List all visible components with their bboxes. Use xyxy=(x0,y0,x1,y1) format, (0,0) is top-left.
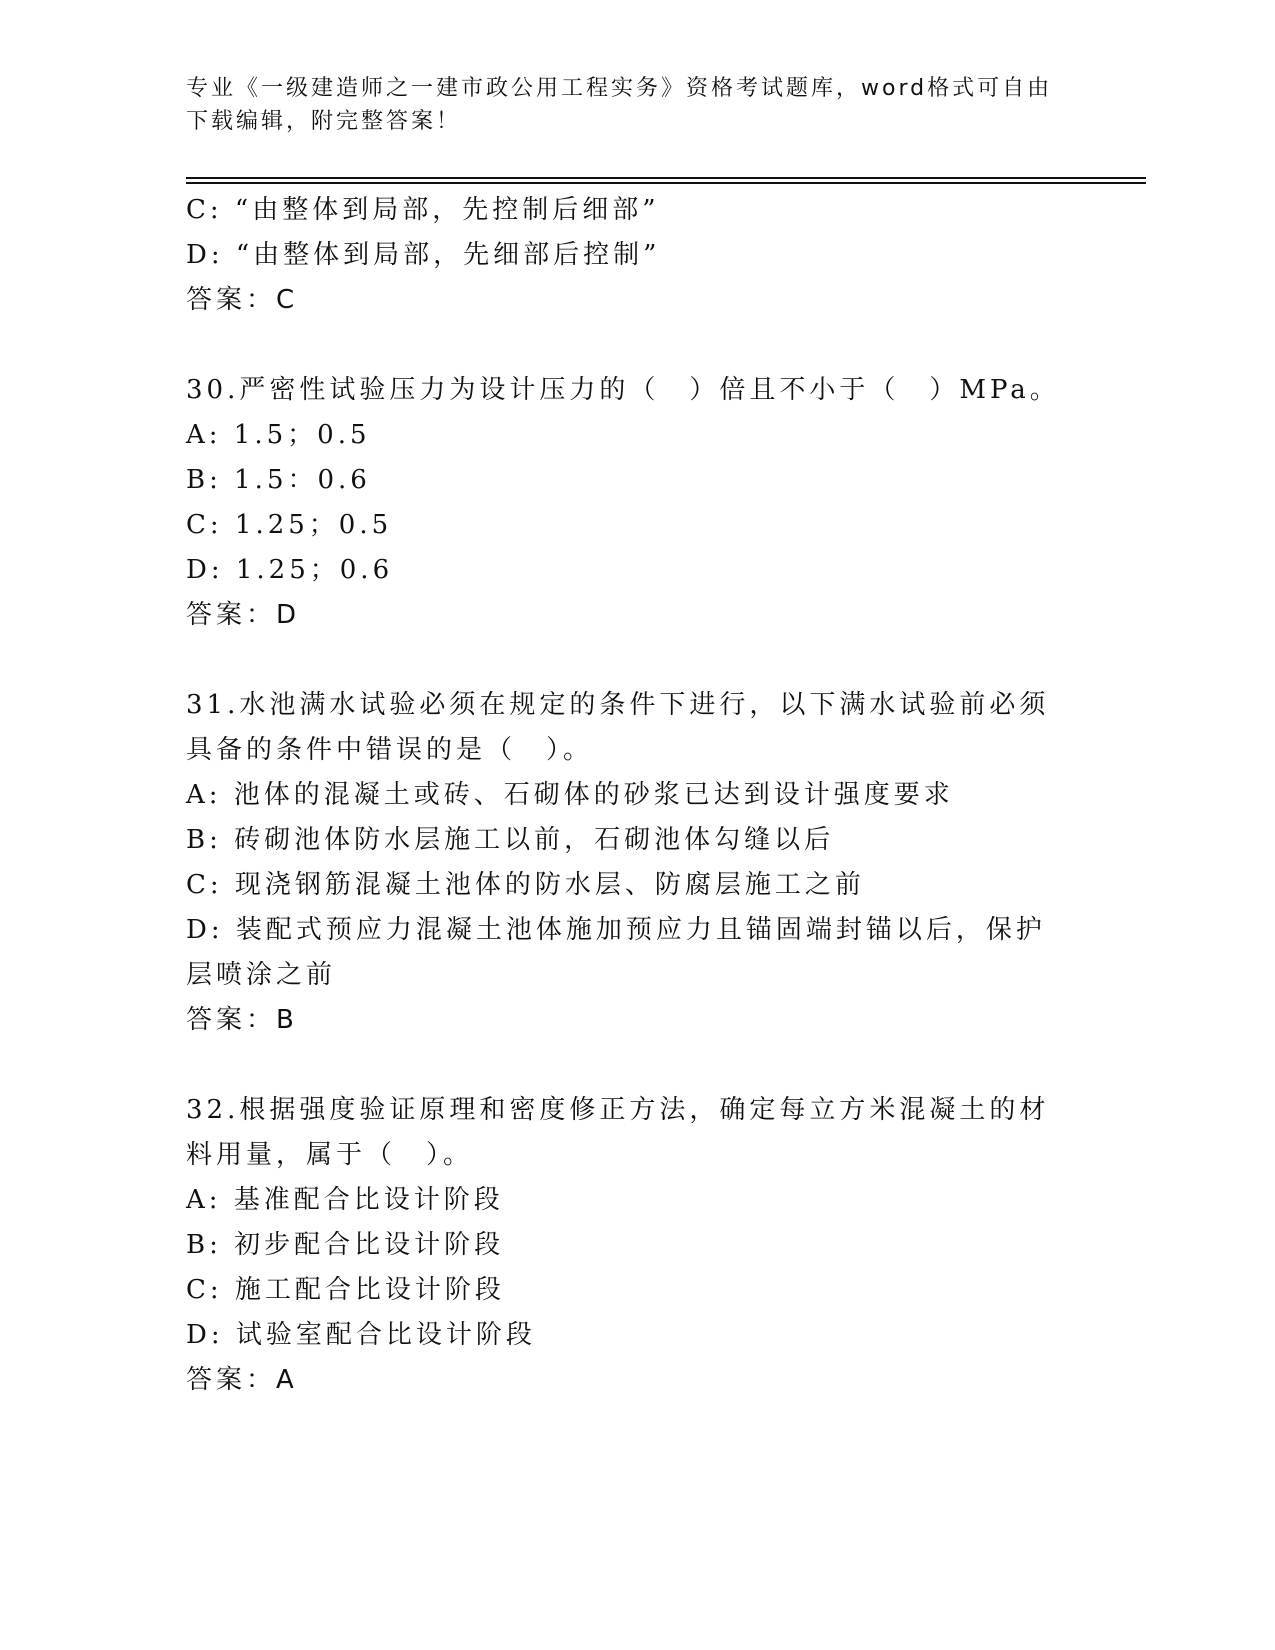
option-d: D: “由整体到局部，先细部后控制” xyxy=(186,240,661,270)
answer-31: 答案：B xyxy=(186,1005,298,1035)
q32-option-d: D: 试验室配合比设计阶段 xyxy=(186,1320,536,1350)
question-30-stem: 30.严密性试验压力为设计压力的（ ）倍且不小于（ ）MPa。 xyxy=(186,375,1060,405)
document-header: 专业《一级建造师之一建市政公用工程实务》资格考试题库，word格式可自由下载编辑，附完整答案！ xyxy=(186,76,1053,134)
q30-option-d: D: 1.25；0.6 xyxy=(186,555,394,585)
q32-option-b: B: 初步配合比设计阶段 xyxy=(186,1230,505,1260)
header-rule-bottom xyxy=(186,182,1146,184)
q31-option-b: B: 砖砌池体防水层施工以前，石砌池体勾缝以后 xyxy=(186,825,835,855)
q32-option-a: A: 基准配合比设计阶段 xyxy=(186,1185,504,1215)
answer-29: 答案：C xyxy=(186,285,299,315)
q31-option-c: C: 现浇钢筋混凝土池体的防水层、防腐层施工之前 xyxy=(186,870,865,900)
spacer xyxy=(186,638,1066,683)
q30-option-b: B: 1.5：0.6 xyxy=(186,465,371,495)
option-c: C: “由整体到局部，先控制后细部” xyxy=(186,195,660,225)
answer-32: 答案：A xyxy=(186,1365,298,1395)
q31-option-d: D: 装配式预应力混凝土池体施加预应力且锚固端封锚以后，保护层喷涂之前 xyxy=(186,915,1046,990)
q30-option-a: A: 1.5；0.5 xyxy=(186,420,371,450)
question-content xyxy=(186,188,1066,1403)
question-32-stem: 32.根据强度验证原理和密度修正方法，确定每立方米混凝土的材料用量，属于（ ）。 xyxy=(186,1095,1050,1170)
header-rule-top xyxy=(186,177,1146,179)
spacer xyxy=(186,323,1066,368)
spacer xyxy=(186,1043,1066,1088)
q31-option-a: A: 池体的混凝土或砖、石砌体的砂浆已达到设计强度要求 xyxy=(186,780,954,810)
q32-option-c: C: 施工配合比设计阶段 xyxy=(186,1275,505,1305)
answer-30: 答案：D xyxy=(186,600,301,630)
question-31-stem: 31.水池满水试验必须在规定的条件下进行，以下满水试验前必须具备的条件中错误的是（ ）。 xyxy=(186,690,1050,765)
q30-option-c: C: 1.25；0.5 xyxy=(186,510,393,540)
